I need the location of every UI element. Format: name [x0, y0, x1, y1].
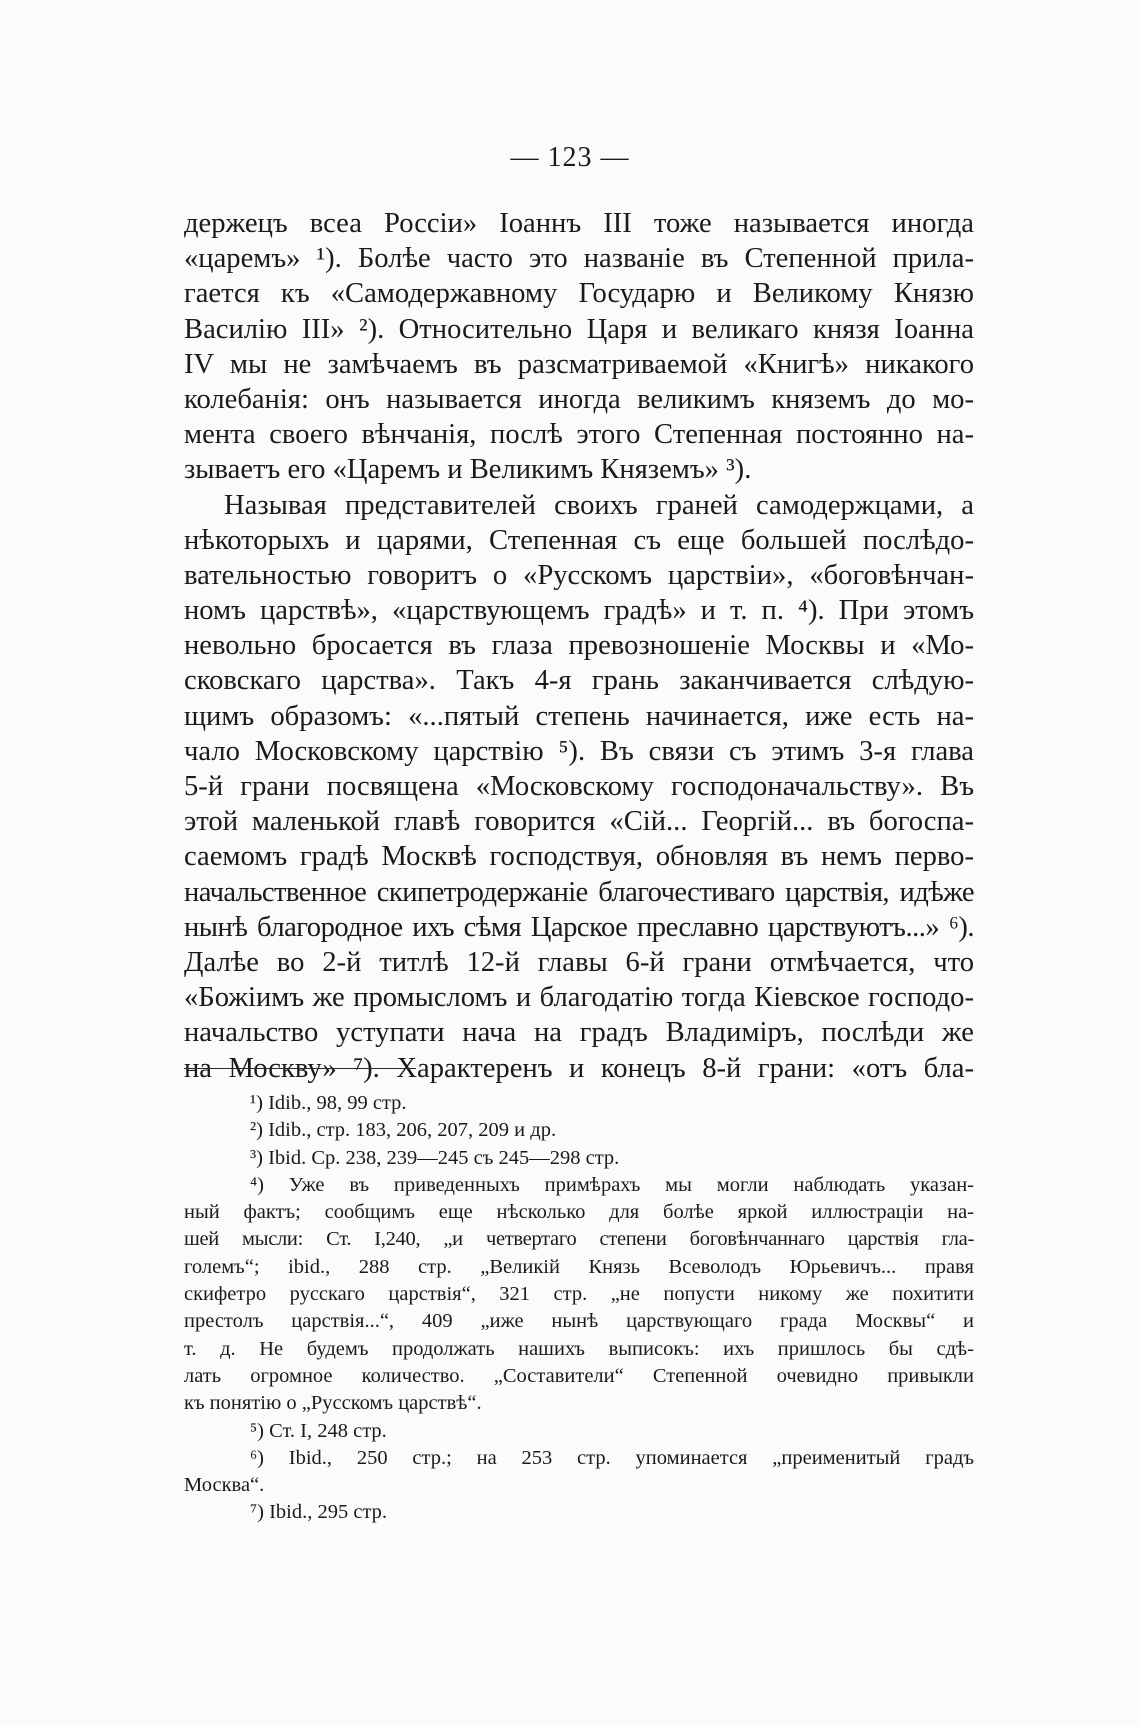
text-line: сковскаго царства». Такъ 4-я грань заканчивается слѣдую- — [184, 665, 974, 697]
text-line: «царемъ» ¹). Болѣе часто это названіе въ Степенной прила- — [184, 243, 974, 275]
text-line: колебанія: онъ называется иногда великимъ княземъ до мо- — [184, 383, 974, 415]
footnote-divider — [184, 1068, 416, 1069]
text-line: невольно бросается въ глаза превозношеніе Москвы и «Мо- — [184, 630, 974, 662]
footnote-line: ¹) Idib., 98, 99 стр. — [250, 1092, 407, 1114]
text-line: начальство уступати нача на градъ Владиміръ, послѣди же — [184, 1017, 974, 1049]
text-line: начальственное скипетродержаніе благочестиваго царствія, идѣже — [184, 876, 974, 908]
footnote-line: ⁵) Ст. I, 248 стр. — [250, 1419, 387, 1442]
footnote-line: престолъ царствія...“, 409 „иже нынѣ царствующаго града Москвы“ и — [184, 1310, 974, 1333]
text-line: мента своего вѣнчанія, послѣ этого Степенная постоянно на- — [184, 419, 974, 451]
footnote-line: ⁴) Уже въ приведенныхъ примѣрахъ мы могли наблюдать указан- — [250, 1173, 974, 1196]
text-line: Василію III» ²). Относительно Царя и великаго князя Іоанна — [184, 313, 974, 345]
footnote-line: Москва“. — [184, 1474, 265, 1497]
text-line: гается къ «Самодержавному Государю и Великому Князю — [184, 278, 974, 310]
text-line: зываетъ его «Царемъ и Великимъ Княземъ» ³). — [184, 454, 752, 486]
main-text — [184, 206, 974, 1086]
text-line: нынѣ благородное ихъ сѣмя Царское преславно царствуютъ...» ⁶). — [184, 911, 974, 943]
page-number: — 123 — — [510, 142, 630, 173]
text-line: Далѣе во 2-й титлѣ 12-й главы 6-й грани отмѣчается, что — [184, 946, 974, 978]
text-line: щимъ образомъ: «...пятый степень начинается, иже есть на- — [184, 700, 974, 732]
text-line: 5-й грани посвящена «Московскому господоначальству». Въ — [184, 771, 974, 802]
text-line: нѣкоторыхъ и царями, Степенная съ еще большей послѣдо- — [184, 524, 974, 556]
footnote-line: къ понятію о „Русскомъ царствѣ“. — [184, 1392, 482, 1415]
text-line: саемомъ градѣ Москвѣ господствуя, обновляя въ немъ перво- — [184, 841, 974, 873]
text-line: этой маленькой главѣ говорится «Сій... Георгій... въ богоспа- — [184, 806, 974, 838]
footnotes — [184, 1090, 974, 1527]
footnote-line: скифетро русскаго царствія“, 321 стр. „не попусти никому же похитити — [184, 1283, 974, 1306]
text-line: чало Московскому царствію ⁵). Въ связи съ этимъ 3-я глава — [184, 735, 974, 767]
footnote-line: т. д. Не будемъ продолжать нашихъ выписокъ: ихъ пришлось бы сдѣ- — [184, 1337, 974, 1360]
footnote-line: ный фактъ; сообщимъ еще нѣсколько для болѣе яркой иллюстраціи на- — [184, 1201, 974, 1224]
text-line: на Москву» ⁷). Характеренъ и конецъ 8-й грани: «отъ бла- — [184, 1052, 974, 1084]
footnote-line: ⁷) Ibid., 295 стр. — [250, 1501, 388, 1524]
footnote-line: лать огромное количество. „Составители“ Степенной очевидно привыкли — [184, 1364, 974, 1387]
text-line: номъ царствѣ», «царствующемъ градѣ» и т. п. ⁴). При этомъ — [184, 595, 974, 627]
text-line: «Божіимъ же промысломъ и благодатію тогда Кіевское господо- — [184, 982, 974, 1014]
text-line: вательностью говоритъ о «Русскомъ царствіи», «боговѣнчан- — [184, 559, 974, 591]
text-line: IV мы не замѣчаемъ въ разсматриваемой «Книгѣ» никакого — [184, 348, 974, 380]
text-line: Называя представителей своихъ граней самодержцами, а — [224, 489, 974, 521]
footnote-line: ³) Ibid. Ср. 238, 239—245 съ 245—298 стр. — [250, 1146, 620, 1169]
text-line: держецъ всеа Россіи» Іоаннъ III тоже называется иногда — [184, 208, 974, 239]
footnote-line: ⁶) Ibid., 250 стр.; на 253 стр. упоминается „преименитый градъ — [250, 1446, 974, 1469]
footnote-line: ²) Idib., стр. 183, 206, 207, 209 и др. — [250, 1119, 557, 1142]
footnote-line: шей мысли: Ст. I,240, „и четвертаго степени боговѣнчаннаго царствія гла- — [184, 1228, 974, 1251]
footnote-line: големъ“; ibid., 288 стр. „Великій Князь Всеволодъ Юрьевичъ... правя — [184, 1255, 974, 1278]
